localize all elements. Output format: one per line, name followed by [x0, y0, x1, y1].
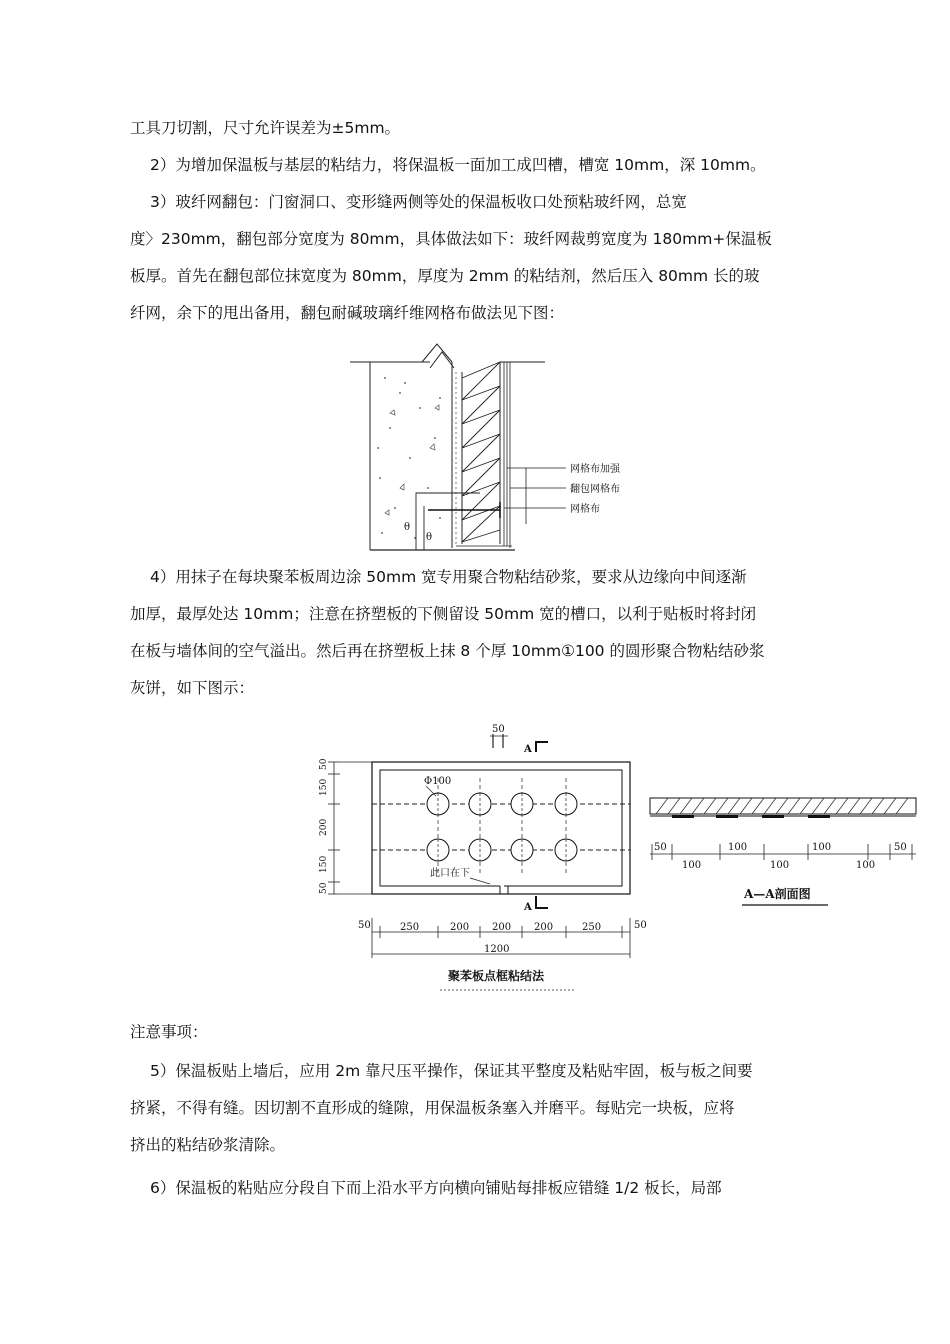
- label-mesh: 网格布: [570, 504, 600, 515]
- section-mark-top: A: [524, 744, 532, 755]
- bottom-dim-4: 200: [492, 922, 512, 933]
- paragraph-3-line-4: 纤网，余下的甩出备用，翻包耐碱玻璃纤维网格布做法见下图：: [130, 304, 565, 322]
- circle-diameter-label: Φ100: [424, 776, 452, 787]
- left-dim-5: 50: [319, 882, 329, 894]
- left-dim-3: 200: [319, 818, 329, 836]
- theta-label-2: θ: [426, 532, 433, 543]
- paragraph-6: 6）保温板的粘贴应分段自下而上沿水平方向横向铺贴每排板应错缝 1/2 板长，局部: [150, 1179, 722, 1197]
- section-caption: A—A剖面图: [744, 887, 811, 901]
- label-wrap-mesh: 翻包网格布: [570, 484, 620, 495]
- bottom-dim-1: 50: [358, 920, 371, 931]
- paragraph-3-line-2: 度〉230mm，翻包部分宽度为 80mm，具体做法如下：玻纤网裁剪宽度为 180mm+保温板: [130, 230, 772, 248]
- bottom-dim-6: 250: [582, 922, 602, 933]
- top-dim-50: 50: [492, 724, 505, 735]
- paragraph-4-line-2: 加厚，最厚处达 10mm；注意在挤塑板的下侧留设 50mm 宽的槽口，以利于贴板时将封闭: [130, 605, 757, 623]
- paragraph-5-line-2: 挤紧，不得有缝。因切割不直形成的缝隙，用保温板条塞入并磨平。每贴完一块板，应将: [130, 1099, 735, 1117]
- section-top-dim-2: 100: [728, 842, 748, 853]
- bottom-dim-7: 50: [634, 920, 647, 931]
- left-dim-2: 150: [319, 778, 329, 796]
- notch-label: 此口在下: [430, 868, 470, 879]
- paragraph-4-line-3: 在板与墙体间的空气溢出。然后再在挤塑板上抹 8 个厚 10mm①100 的圆形聚合物粘结砂浆: [130, 642, 765, 660]
- paragraph-3-line-1: 3）玻纤网翻包：门窗洞口、变形缝两侧等处的保温板收口处预粘玻纤网，总宽: [150, 193, 687, 211]
- section-bottom-dim-1: 100: [682, 860, 702, 871]
- paragraph-3-line-3: 板厚。首先在翻包部位抹宽度为 80mm，厚度为 2mm 的粘结剂，然后压入 80mm 长的玻: [130, 267, 760, 285]
- left-dim-4: 150: [319, 855, 329, 873]
- section-top-dim-1: 50: [654, 842, 667, 853]
- bottom-dim-3: 200: [450, 922, 470, 933]
- left-dim-1: 50: [319, 758, 329, 770]
- notes-title: 注意事项：: [130, 1023, 208, 1041]
- figure-caption: 聚苯板点框粘结法: [448, 969, 545, 983]
- theta-label-1: θ: [404, 522, 411, 533]
- bottom-dim-2: 250: [400, 922, 420, 933]
- paragraph-1-tail: 工具刀切割，尺寸允许误差为±5mm。: [130, 119, 401, 137]
- section-mark-bottom: A: [524, 902, 532, 913]
- paragraph-5-line-1: 5）保温板贴上墙后，应用 2m 靠尺压平操作，保证其平整度及粘贴牢固，板与板之间要: [150, 1062, 753, 1080]
- paragraph-4-line-1: 4）用抹子在每块聚苯板周边涂 50mm 宽专用聚合物粘结砂浆，要求从边缘向中间逐渐: [150, 568, 747, 586]
- point-frame-bonding-figure: [300, 718, 920, 1006]
- paragraph-2: 2）为增加保温板与基层的粘结力，将保温板一面加工成凹槽，槽宽 10mm，深 10mm。: [150, 156, 766, 174]
- paragraph-4-line-4: 灰饼，如下图示：: [130, 679, 255, 697]
- paragraph-5-line-3: 挤出的粘结砂浆清除。: [130, 1136, 286, 1154]
- section-bottom-dim-3: 100: [856, 860, 876, 871]
- bottom-dim-5: 200: [534, 922, 554, 933]
- total-width-dim: 1200: [484, 944, 510, 955]
- section-bottom-dim-2: 100: [770, 860, 790, 871]
- section-top-dim-4: 50: [894, 842, 907, 853]
- section-top-dim-3: 100: [812, 842, 832, 853]
- label-mesh-reinforce: 网格布加强: [570, 464, 620, 475]
- mesh-wrap-detail-figure: [340, 338, 640, 560]
